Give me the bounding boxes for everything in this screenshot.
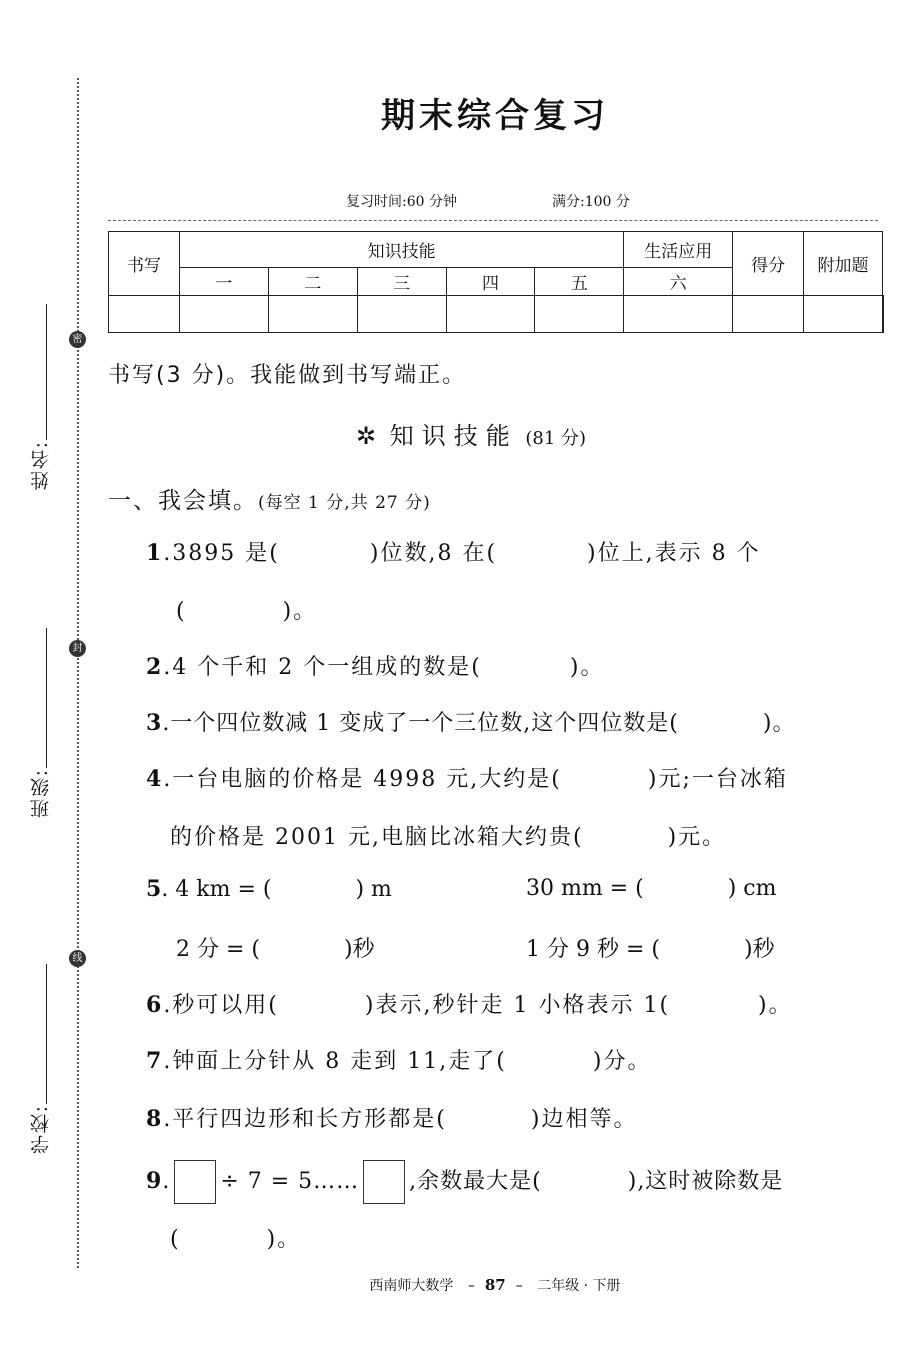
col-header: 四 [446,268,535,296]
question-text: )。 [266,1227,302,1252]
question-4-line1 [146,762,788,793]
score-cell[interactable] [535,296,624,333]
question-text: )。 [282,599,318,624]
score-cell[interactable] [883,296,884,333]
name-blank-line [46,304,47,440]
question-number: 2 [146,654,164,680]
dividend-box[interactable] [174,1160,216,1204]
question-text: .平行四边形和长方形都是( [163,1107,447,1132]
question-number: 8 [146,1106,164,1132]
question-5-line2 [176,932,375,963]
col-header: 六 [624,268,733,296]
question-7 [146,1044,651,1075]
question-text: .3895 是( [163,541,280,566]
question-text: )秒 [344,937,375,962]
question-3 [146,706,795,737]
question-text: )秒 [743,937,775,962]
question-5-part4 [526,932,775,963]
part1-note: (每空 1 分,共 27 分) [258,493,431,513]
question-text: .秒可以用( [163,993,279,1018]
question-text: 30 mm = ( [526,876,644,901]
seal-mi: 密 [69,331,86,348]
school-blank-line [46,964,47,1104]
life-header: 生活应用 [624,232,733,268]
question-text: )。 [762,711,796,736]
question-5-line1 [146,876,392,902]
full-score: 满分:100 分 [552,194,630,210]
knowledge-header: 知识技能 [179,232,623,268]
score-cell[interactable] [268,296,357,333]
question-1-line1 [146,536,761,567]
col-header: 三 [357,268,446,296]
question-text: 的价格是 2001 元,电脑比冰箱大约贵( [170,825,584,850]
question-text: .4 个千和 2 个一组成的数是( [163,655,482,680]
section-title: 知识技能 [389,422,518,450]
question-text: )。 [758,993,793,1018]
question-number: 3 [146,710,163,736]
dashed-separator [108,220,878,221]
question-9-line2 [170,1222,301,1253]
score-cell[interactable] [733,296,804,333]
score-cell[interactable] [804,296,883,333]
question-8 [146,1102,637,1133]
page-number: 87 [484,1276,506,1294]
col-header: 一 [179,268,268,296]
question-text: )位上,表示 8 个 [587,541,761,566]
question-text: ) m [355,877,392,902]
section-points: (81 分) [525,428,587,449]
score-cell[interactable] [446,296,535,333]
page-footer: 西南师大数学 – 87 – 二年级 · 下册 [369,1276,621,1294]
question-1-line2 [176,594,317,625]
score-header: 得分 [733,232,804,296]
name-label: 姓名: [30,440,52,491]
question-text: ) cm [727,876,777,901]
question-text: . 4 km = ( [161,877,272,902]
binding-dotted-line [77,78,79,1268]
question-text: )。 [569,655,605,680]
question-text: ( [176,599,187,624]
question-text: ÷ 7 = 5…… [220,1169,360,1194]
section-symbol-icon: ✲ [356,422,377,450]
footer-grade: 二年级 · 下册 [537,1278,621,1294]
question-number: 4 [146,766,164,792]
class-label: 班级: [30,768,52,819]
col-header: 五 [535,268,624,296]
question-2 [146,650,604,681]
question-number: 9 [146,1168,163,1194]
question-number: 7 [146,1048,164,1074]
score-cell[interactable] [179,296,268,333]
question-5-part2 [526,876,776,901]
writing-header: 书写 [109,232,180,296]
question-text: )元。 [667,825,727,850]
writing-note: 书写(3 分)。我能做到书写端正。 [108,363,467,388]
question-text: .一台电脑的价格是 4998 元,大约是( [163,767,562,792]
question-text: ,余数最大是( [409,1169,542,1194]
school-label: 学校: [30,1104,52,1155]
question-number: 5 [146,876,162,902]
section-header [356,416,586,451]
question-number: 1 [146,540,164,566]
remainder-box[interactable] [363,1160,405,1204]
question-text: )元;一台冰箱 [647,767,788,792]
part1-title: 一、我会填。 [108,488,258,514]
question-text: ( [170,1227,181,1252]
question-text: )边相等。 [530,1107,638,1132]
part1-heading [108,482,431,515]
question-text: . [162,1169,171,1194]
question-text: )分。 [592,1049,652,1074]
question-text: 2 分 = ( [176,937,260,962]
question-text: .钟面上分针从 8 走到 11,走了( [163,1049,507,1074]
seal-feng: 封 [69,640,86,657]
col-header: 二 [268,268,357,296]
footer-publisher: 西南师大数学 [369,1278,454,1294]
review-time: 复习时间:60 分钟 [346,194,457,210]
question-4-line2 [170,820,726,851]
question-text: ),这时被除数是 [627,1169,784,1194]
score-table [108,231,884,333]
question-text: )位数,8 在( [369,541,498,566]
score-cell[interactable] [624,296,733,333]
question-9-line1 [146,1156,783,1207]
question-text: 1 分 9 秒 = ( [526,937,660,962]
question-text: )表示,秒针走 1 小格表示 1( [364,993,671,1018]
score-cell[interactable] [357,296,446,333]
question-text: .一个四位数减 1 变成了一个三位数,这个四位数是( [162,711,679,736]
question-number: 6 [146,992,164,1018]
question-6 [146,988,793,1019]
bonus-header: 附加题 [804,232,883,296]
seal-xian: 线 [69,950,86,967]
class-blank-line [46,628,47,768]
page-title: 期末综合复习 [381,96,609,136]
score-cell[interactable] [109,296,180,333]
